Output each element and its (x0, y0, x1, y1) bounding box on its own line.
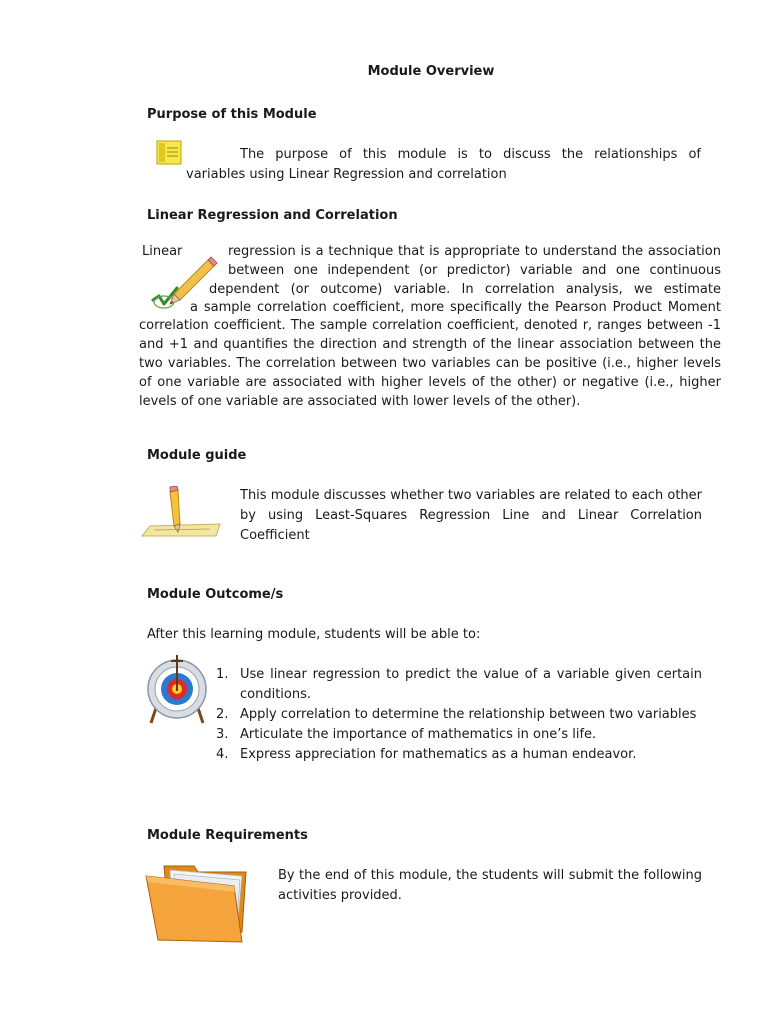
outcome-text: Articulate the importance of mathematics in one’s life. (240, 727, 597, 742)
outcomes-list (216, 665, 702, 765)
guide-text: This module discusses whether two variables are related to each other by using Least-Squares Regression Line and Linear Correlation Coefficient (240, 488, 702, 543)
linear-line2: between one independent (or predictor) variable and one continuous (228, 263, 721, 278)
outcome-number: 4. (216, 747, 229, 762)
outcome-text: Express appreciation for mathematics as a human endeavor. (240, 747, 637, 762)
outcome-number: 1. (216, 667, 229, 682)
outcome-text: Use linear regression to predict the value of a variable given certain conditions. (240, 667, 702, 702)
linear-line3: dependent (or outcome) variable. In correlation analysis, we estimate (209, 282, 721, 297)
purpose-heading: Purpose of this Module (147, 107, 317, 122)
folder-icon (142, 862, 258, 944)
outcomes-heading: Module Outcome/s (147, 587, 284, 602)
outcomes-intro: After this learning module, students will be able to: (147, 627, 481, 642)
requirements-text: By the end of this module, the students will submit the following activities provided. (278, 868, 702, 903)
target-icon (145, 655, 209, 725)
purpose-text-line1: The purpose of this module is to discuss the relationships of (240, 147, 701, 162)
requirements-heading: Module Requirements (147, 828, 308, 843)
linear-line1: regression is a technique that is appropriate to understand the association (228, 244, 721, 259)
page-title: Module Overview (367, 64, 495, 79)
pencil-paper-icon (140, 486, 224, 538)
linear-heading: Linear Regression and Correlation (147, 208, 398, 223)
outcome-item (216, 725, 702, 745)
linear-line4: a sample correlation coefficient, more specifically the Pearson Product Moment (190, 300, 721, 315)
outcome-number: 3. (216, 727, 229, 742)
linear-first-word: Linear (142, 244, 183, 259)
outcome-number: 2. (216, 707, 229, 722)
purpose-text-line2: variables using Linear Regression and correlation (186, 167, 507, 182)
outcome-item (216, 705, 702, 725)
outcome-item (216, 665, 702, 705)
outcome-text: Apply correlation to determine the relationship between two variables (240, 707, 697, 722)
outcome-item (216, 745, 702, 765)
linear-body: correlation coefficient. The sample correlation coefficient, denoted r, ranges between -1 and +1 and quantifies the direction and strength of the linear association between the two variables. The correlation between two variables can be positive (i.e., higher levels of one variable are associated with higher levels of the other) or negative (i.e., higher levels of one variable are associated with lower levels of the other). (139, 318, 721, 409)
sticky-note-icon (156, 140, 184, 166)
guide-heading: Module guide (147, 448, 247, 463)
